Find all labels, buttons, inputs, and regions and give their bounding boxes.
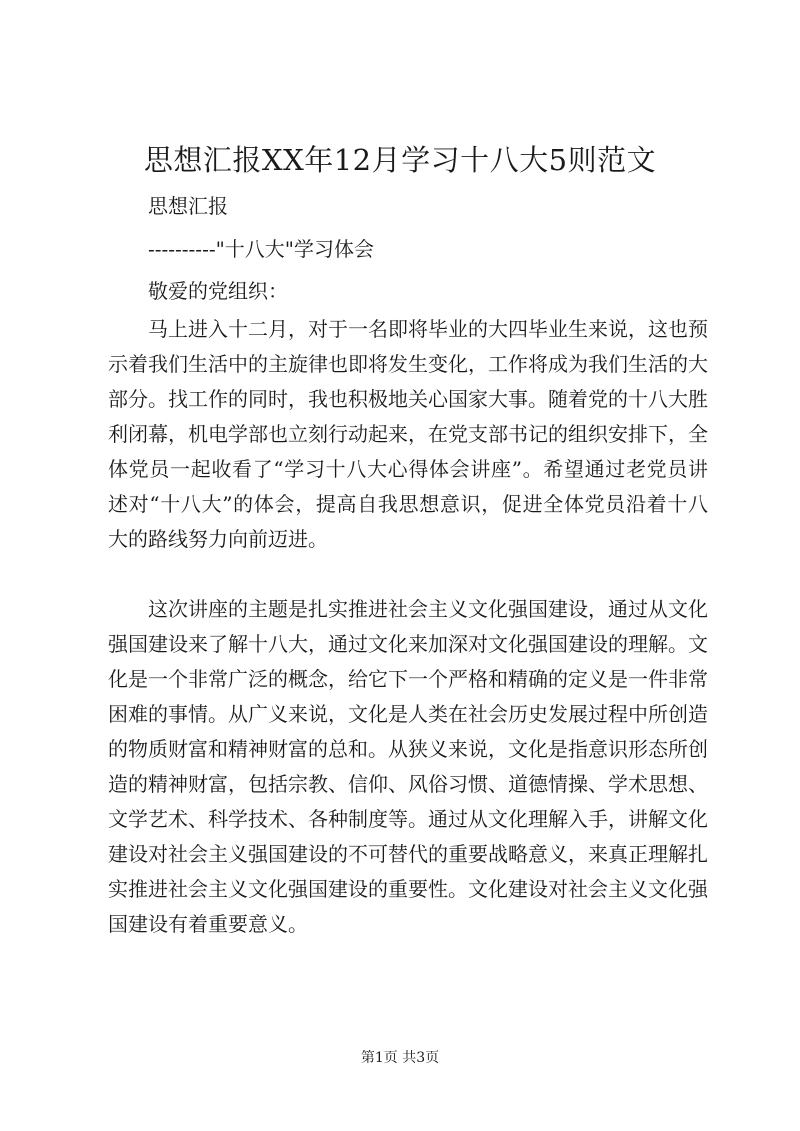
- heading-line: 思想汇报: [148, 194, 228, 218]
- page-footer: 第1页 共3页: [360, 1050, 440, 1066]
- salutation: 敬爱的党组织：: [148, 279, 288, 303]
- paragraph-1: 马上进入十二月，对于一名即将毕业的大四毕业生来说，这也预示着我们生活中的主旋律也即将发生变化，工作将成为我们生活的大部分。找工作的同时，我也积极地关心国家大事。随着党的十八大胜利闭幕，机电学部也立刻行动起来，在党支部书记的组织安排下，全体党员一起收看了“学习十八大心得体会讲座”。希望通过老党员讲述对“十八大”的体会，提高自我思想意识，促进全体党员沿着十八大的路线努力向前迈进。: [108, 317, 708, 551]
- paragraph-2: 这次讲座的主题是扎实推进社会主义文化强国建设，通过从文化强国建设来了解十八大，通过文化来加深对文化强国建设的理解。文化是一个非常广泛的概念，给它下一个严格和精确的定义是一件非常困难的事情。从广义来说，文化是人类在社会历史发展过程中所创造的物质财富和精神财富的总和。从狭义来说，文化是指意识形态所创造的精神财富，包括宗教、信仰、风俗习惯、道德情操、学术思想、文学艺术、科学技术、各种制度等。通过从文化理解入手，讲解文化建设对社会主义强国建设的不可替代的重要战略意义，来真正理解扎实推进社会主义文化强国建设的重要性。文化建设对社会主义文化强国建设有着重要意义。: [108, 597, 708, 936]
- subheading-line: ----------"十八大"学习体会: [148, 237, 374, 261]
- document-title: 思想汇报XX年12月学习十八大5则范文: [143, 143, 657, 177]
